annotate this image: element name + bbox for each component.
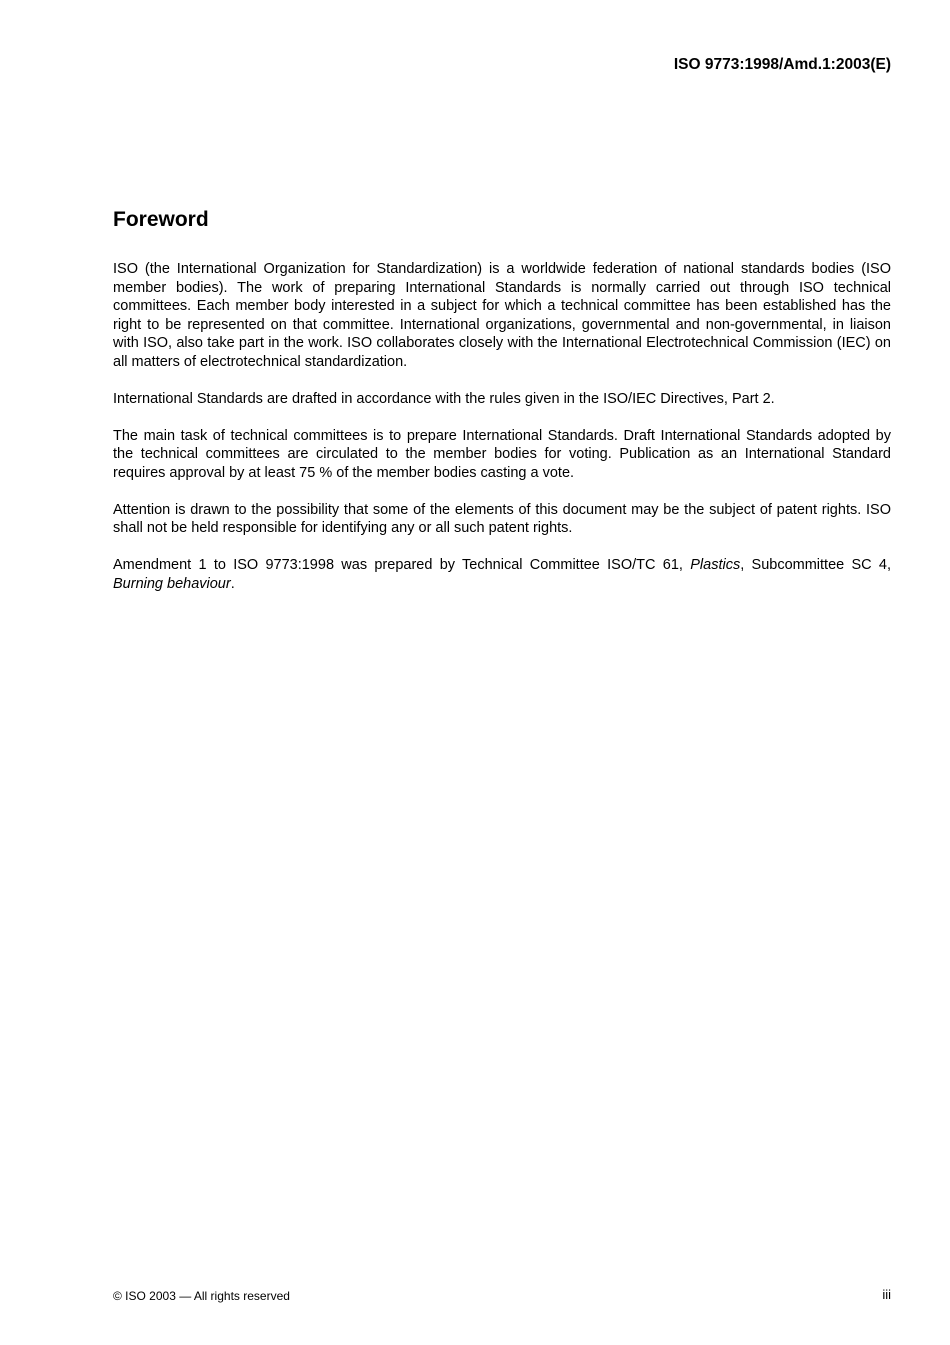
- amendment-text-part3: .: [230, 575, 235, 592]
- foreword-body: [113, 260, 891, 612]
- amendment-text-part1: Amendment 1 to ISO 9773:1998 was prepared by Technical Committee ISO/TC 61,: [113, 557, 691, 573]
- document-id: ISO 9773:1998/Amd.1:2003(E): [673, 56, 891, 73]
- footer-copyright: © ISO 2003 — All rights reserved: [113, 1289, 290, 1303]
- paragraph-iso-overview: ISO (the International Organization for Standardization) is a worldwide federation of national standards bodies (ISO member bodies). The work of preparing International Standards is normally carried out through ISO technical committees. Each member body interested in a subject for which a technical committee has been established has the right to be represented on that committee. International organizations, governmental and non-governmental, in liaison with ISO, also take part in the work. ISO collaborates closely with the International Electrotechnical Commission (IEC) on all matters of electrotechnical standardization.: [113, 261, 891, 370]
- paragraph-amendment-info: [113, 556, 891, 593]
- amendment-committee-name: Plastics: [690, 557, 741, 573]
- paragraph-patent-notice: Attention is drawn to the possibility that some of the elements of this document may be the subject of patent rights. ISO shall not be held responsible for identifying any or all such patent rights.: [113, 501, 891, 536]
- paragraph-committee-task: The main task of technical committees is to prepare International Standards. Draft International Standards adopted by the technical committees are circulated to the member bodies for voting. Publication as an International Standard requires approval by at least 75 % of the member bodies casting a vote.: [113, 427, 891, 481]
- footer-page-number: iii: [882, 1287, 891, 1302]
- page-title: Foreword: [113, 208, 209, 231]
- paragraph-drafting-rules: International Standards are drafted in accordance with the rules given in the ISO/IEC Directives, Part 2.: [113, 390, 775, 407]
- amendment-text-part2: , Subcommittee SC 4,: [740, 557, 892, 573]
- amendment-subcommittee-name: Burning behaviour: [113, 575, 231, 592]
